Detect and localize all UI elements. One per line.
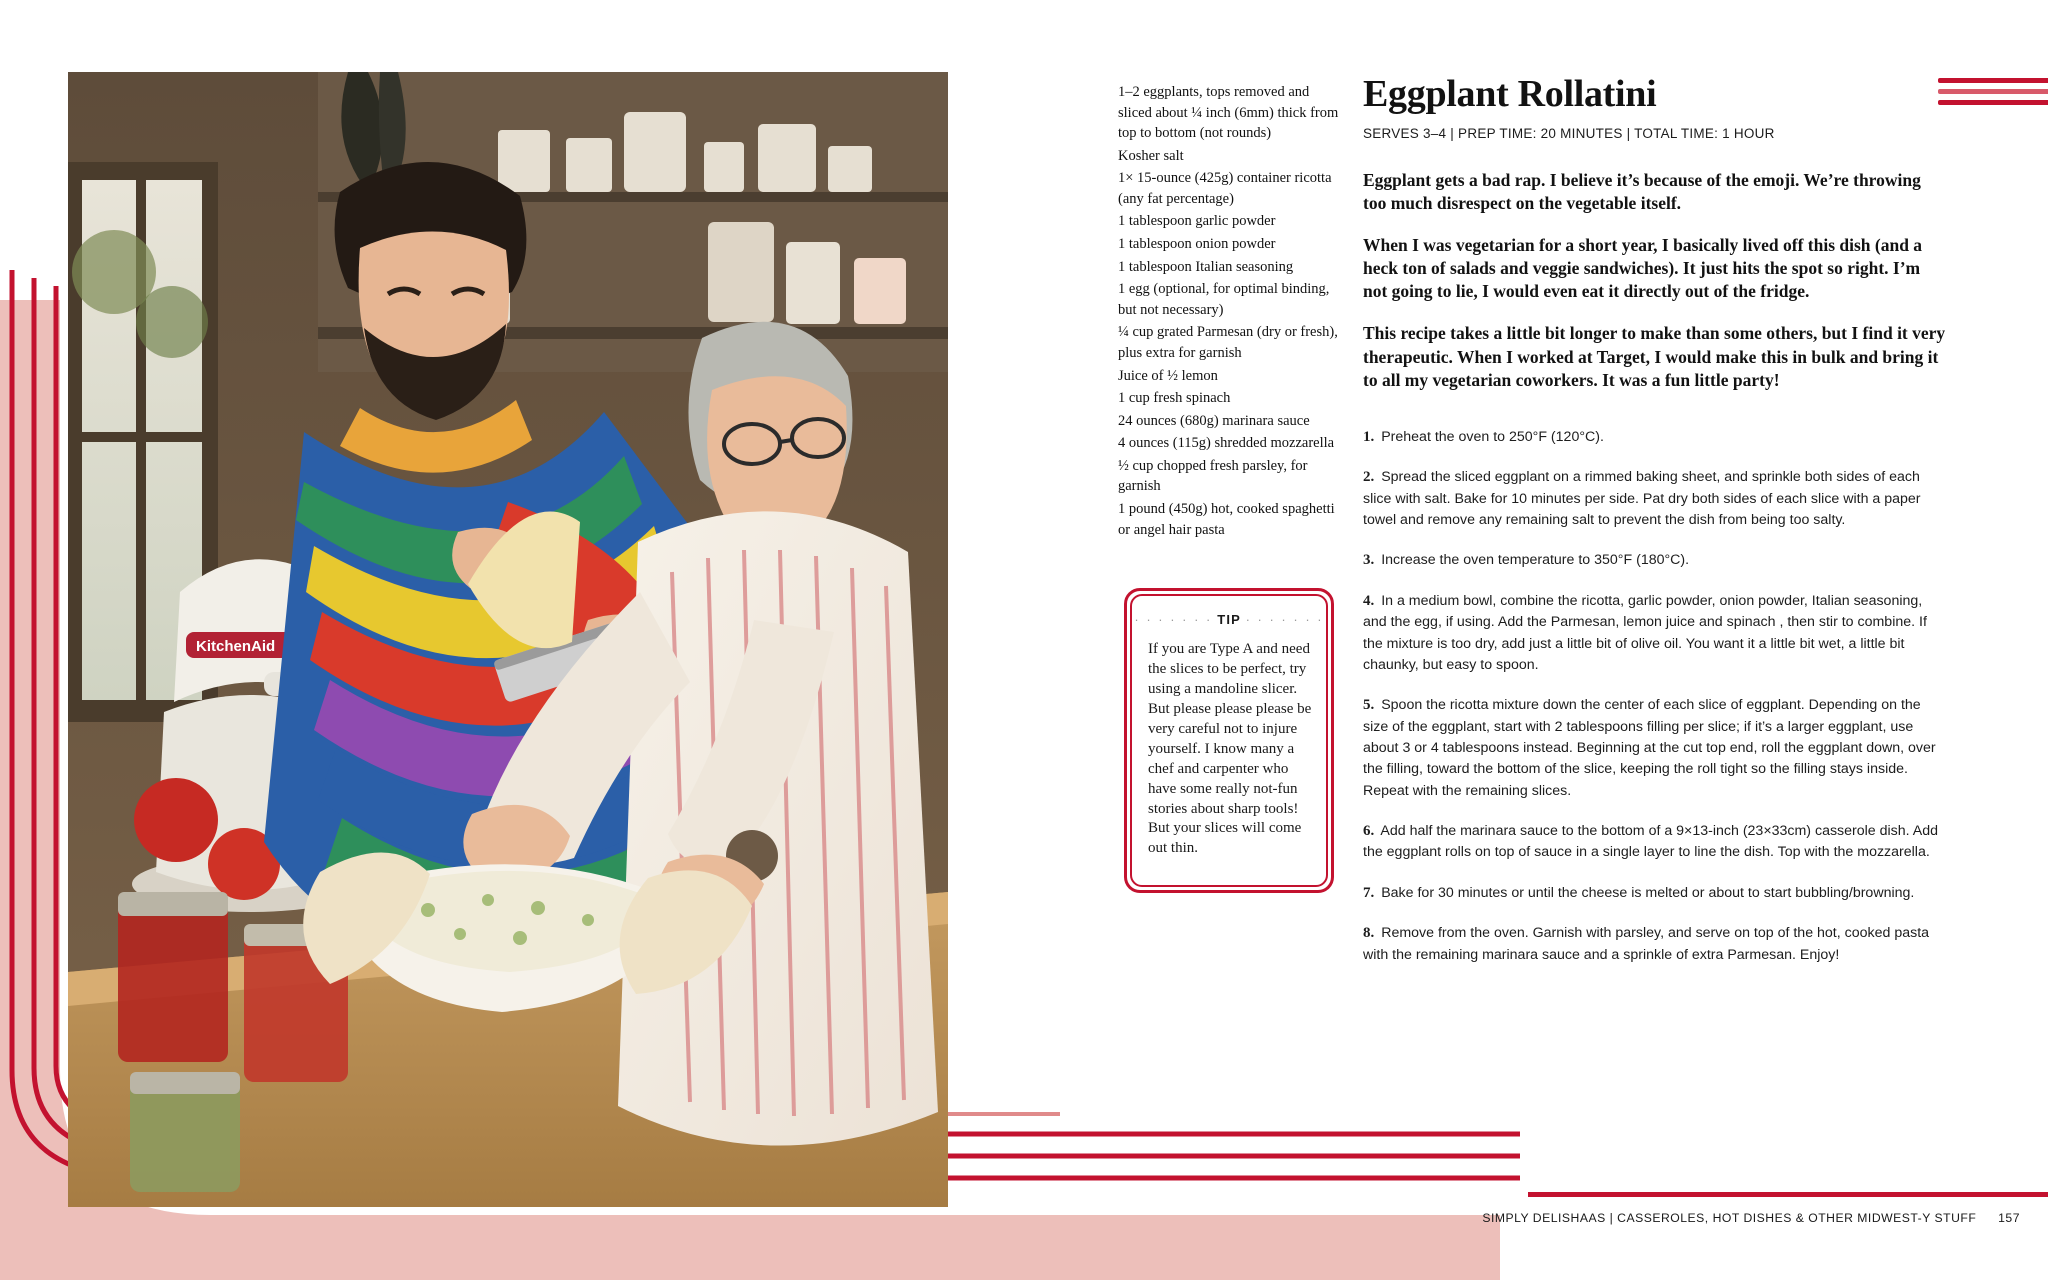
recipe-step [1363,466,1948,531]
step-number: 2. [1363,469,1375,486]
stripe-line [1938,89,2048,94]
tip-dots-left: · · · · · · · [1134,612,1213,627]
recipe-step [1363,590,1948,676]
kitchen-photo [68,72,948,1207]
ingredients-list [1118,82,1340,542]
tip-body-text: If you are Type A and need the slices to be perfect, try using a mandoline slicer. But please please please be very careful not to injure yourself. I know many a chef and carpenter who have some really not-fun stories about sharp tools! But your slices will come out thin. [1148,641,1312,857]
recipe-step [1363,426,1948,449]
page-number: 157 [1998,1211,2020,1225]
stripe-line [1938,100,2048,105]
recipe-meta: SERVES 3–4 | PREP TIME: 20 MINUTES | TOTAL TIME: 1 HOUR [1363,126,1775,141]
step-number: 8. [1363,925,1375,942]
step-text: Bake for 30 minutes or until the cheese is melted or about to start bubbling/browning. [1381,884,1915,901]
intro-paragraph: This recipe takes a little bit longer to make than some others, but I find it very therapeutic. When I worked at Target, I would make this in bulk and bring it to all my vegetarian coworkers. It was a fun little party! [1363,323,1946,390]
page-title: Eggplant Rollatini [1363,73,1657,115]
tip-heading [1124,612,1334,627]
step-number: 7. [1363,884,1375,901]
ingredient-item: 1 egg (optional, for optimal binding, but not necessary) [1118,281,1330,318]
ingredient-item: 1–2 eggplants, tops removed and sliced about ¼ inch (6mm) thick from top to bottom (not rounds) [1118,84,1339,142]
ingredients-items [1118,82,1340,540]
step-text: Spoon the ricotta mixture down the center of each slice of eggplant. Depending on the size of the eggplant, start with 2 tablespoons filling per slice; if it’s a larger eggplant, use about 3 or 4 tablespoons instead. Beginning at the cut top end, roll the eggplant down, over the filling, toward the bottom of the slice, keeping the roll tight so the filling stays inside. Repeat with the remaining slices. [1363,697,1936,799]
decorative-stripes-top-right [1938,78,2048,118]
ingredient-item: 1× 15-ounce (425g) container ricotta (any fat percentage) [1118,170,1332,207]
tip-dots-right: · · · · · · · [1245,612,1324,627]
ingredient-item: ¼ cup grated Parmesan (dry or fresh), plus extra for garnish [1118,324,1338,361]
step-text: In a medium bowl, combine the ricotta, garlic powder, onion powder, Italian seasoning, and the egg, if using. Add the Parmesan, lemon juice and spinach , then stir to combine. If the mixture is too dry, add just a little bit of olive oil. You want it a little bit wet, a little bit chaunky, but easy to spoon. [1363,592,1927,673]
step-number: 3. [1363,552,1375,569]
tip-callout [1124,588,1334,893]
step-text: Spread the sliced eggplant on a rimmed baking sheet, and sprinkle both sides of each slice with salt. Bake for 10 minutes per side. Pat dry both sides of each slice with a paper towel and remove any remaining salt to prevent the dish from being too salty. [1363,469,1921,529]
step-number: 6. [1363,822,1375,839]
ingredient-item: 1 cup fresh spinach [1118,390,1231,407]
ingredient-item: Kosher salt [1118,147,1184,164]
ingredient-item: 1 tablespoon Italian seasoning [1118,258,1294,275]
ingredient-item: 4 ounces (115g) shredded mozzarella [1118,435,1335,452]
ingredient-item: Juice of ½ lemon [1118,367,1218,384]
recipe-steps [1363,426,1948,966]
page-footer [1482,1211,2020,1225]
recipe-step [1363,549,1948,572]
stripe-line [1938,78,2048,83]
intro-paragraph: When I was vegetarian for a short year, I basically lived off this dish (and a heck ton of salads and veggie sandwiches). It just hits the spot so right. I’m not going to lie, I would even eat it directly out of the fridge. [1363,235,1923,302]
step-text: Preheat the oven to 250°F (120°C). [1381,428,1604,445]
ingredient-item: 1 tablespoon garlic powder [1118,213,1276,230]
step-number: 5. [1363,697,1375,714]
recipe-step [1363,922,1948,966]
recipe-step [1363,820,1948,864]
step-text: Add half the marinara sauce to the bottom of a 9×13-inch (23×33cm) casserole dish. Add the eggplant rolls on top of sauce in a single layer to line the dish. Top with the mozzarella. [1363,822,1939,861]
footer-title: SIMPLY DELISHAAS | CASSEROLES, HOT DISHES & OTHER MIDWEST-Y STUFF [1482,1211,1977,1225]
recipe-content [1363,72,1948,984]
step-text: Remove from the oven. Garnish with parsley, and serve on top of the hot, cooked pasta with the remaining marinara sauce and a sprinkle of extra Parmesan. Enjoy! [1363,925,1930,963]
footer-rule [1528,1192,2048,1197]
svg-text:KitchenAid: KitchenAid [196,638,276,655]
intro-paragraph: Eggplant gets a bad rap. I believe it’s because of the emoji. We’re throwing too much disrespect on the vegetable itself. [1363,170,1921,214]
recipe-step [1363,882,1948,905]
step-number: 4. [1363,592,1375,609]
recipe-intro [1363,169,1948,392]
ingredient-item: ½ cup chopped fresh parsley, for garnish [1118,457,1308,495]
step-text: Increase the oven temperature to 350°F (180°C). [1381,552,1690,569]
step-number: 1. [1363,428,1375,445]
ingredient-item: 24 ounces (680g) marinara sauce [1118,412,1310,429]
ingredient-item: 1 tablespoon onion powder [1118,236,1276,253]
tip-heading-label: TIP [1217,612,1241,627]
recipe-step [1363,694,1948,802]
ingredient-item: 1 pound (450g) hot, cooked spaghetti or angel hair pasta [1118,500,1335,538]
